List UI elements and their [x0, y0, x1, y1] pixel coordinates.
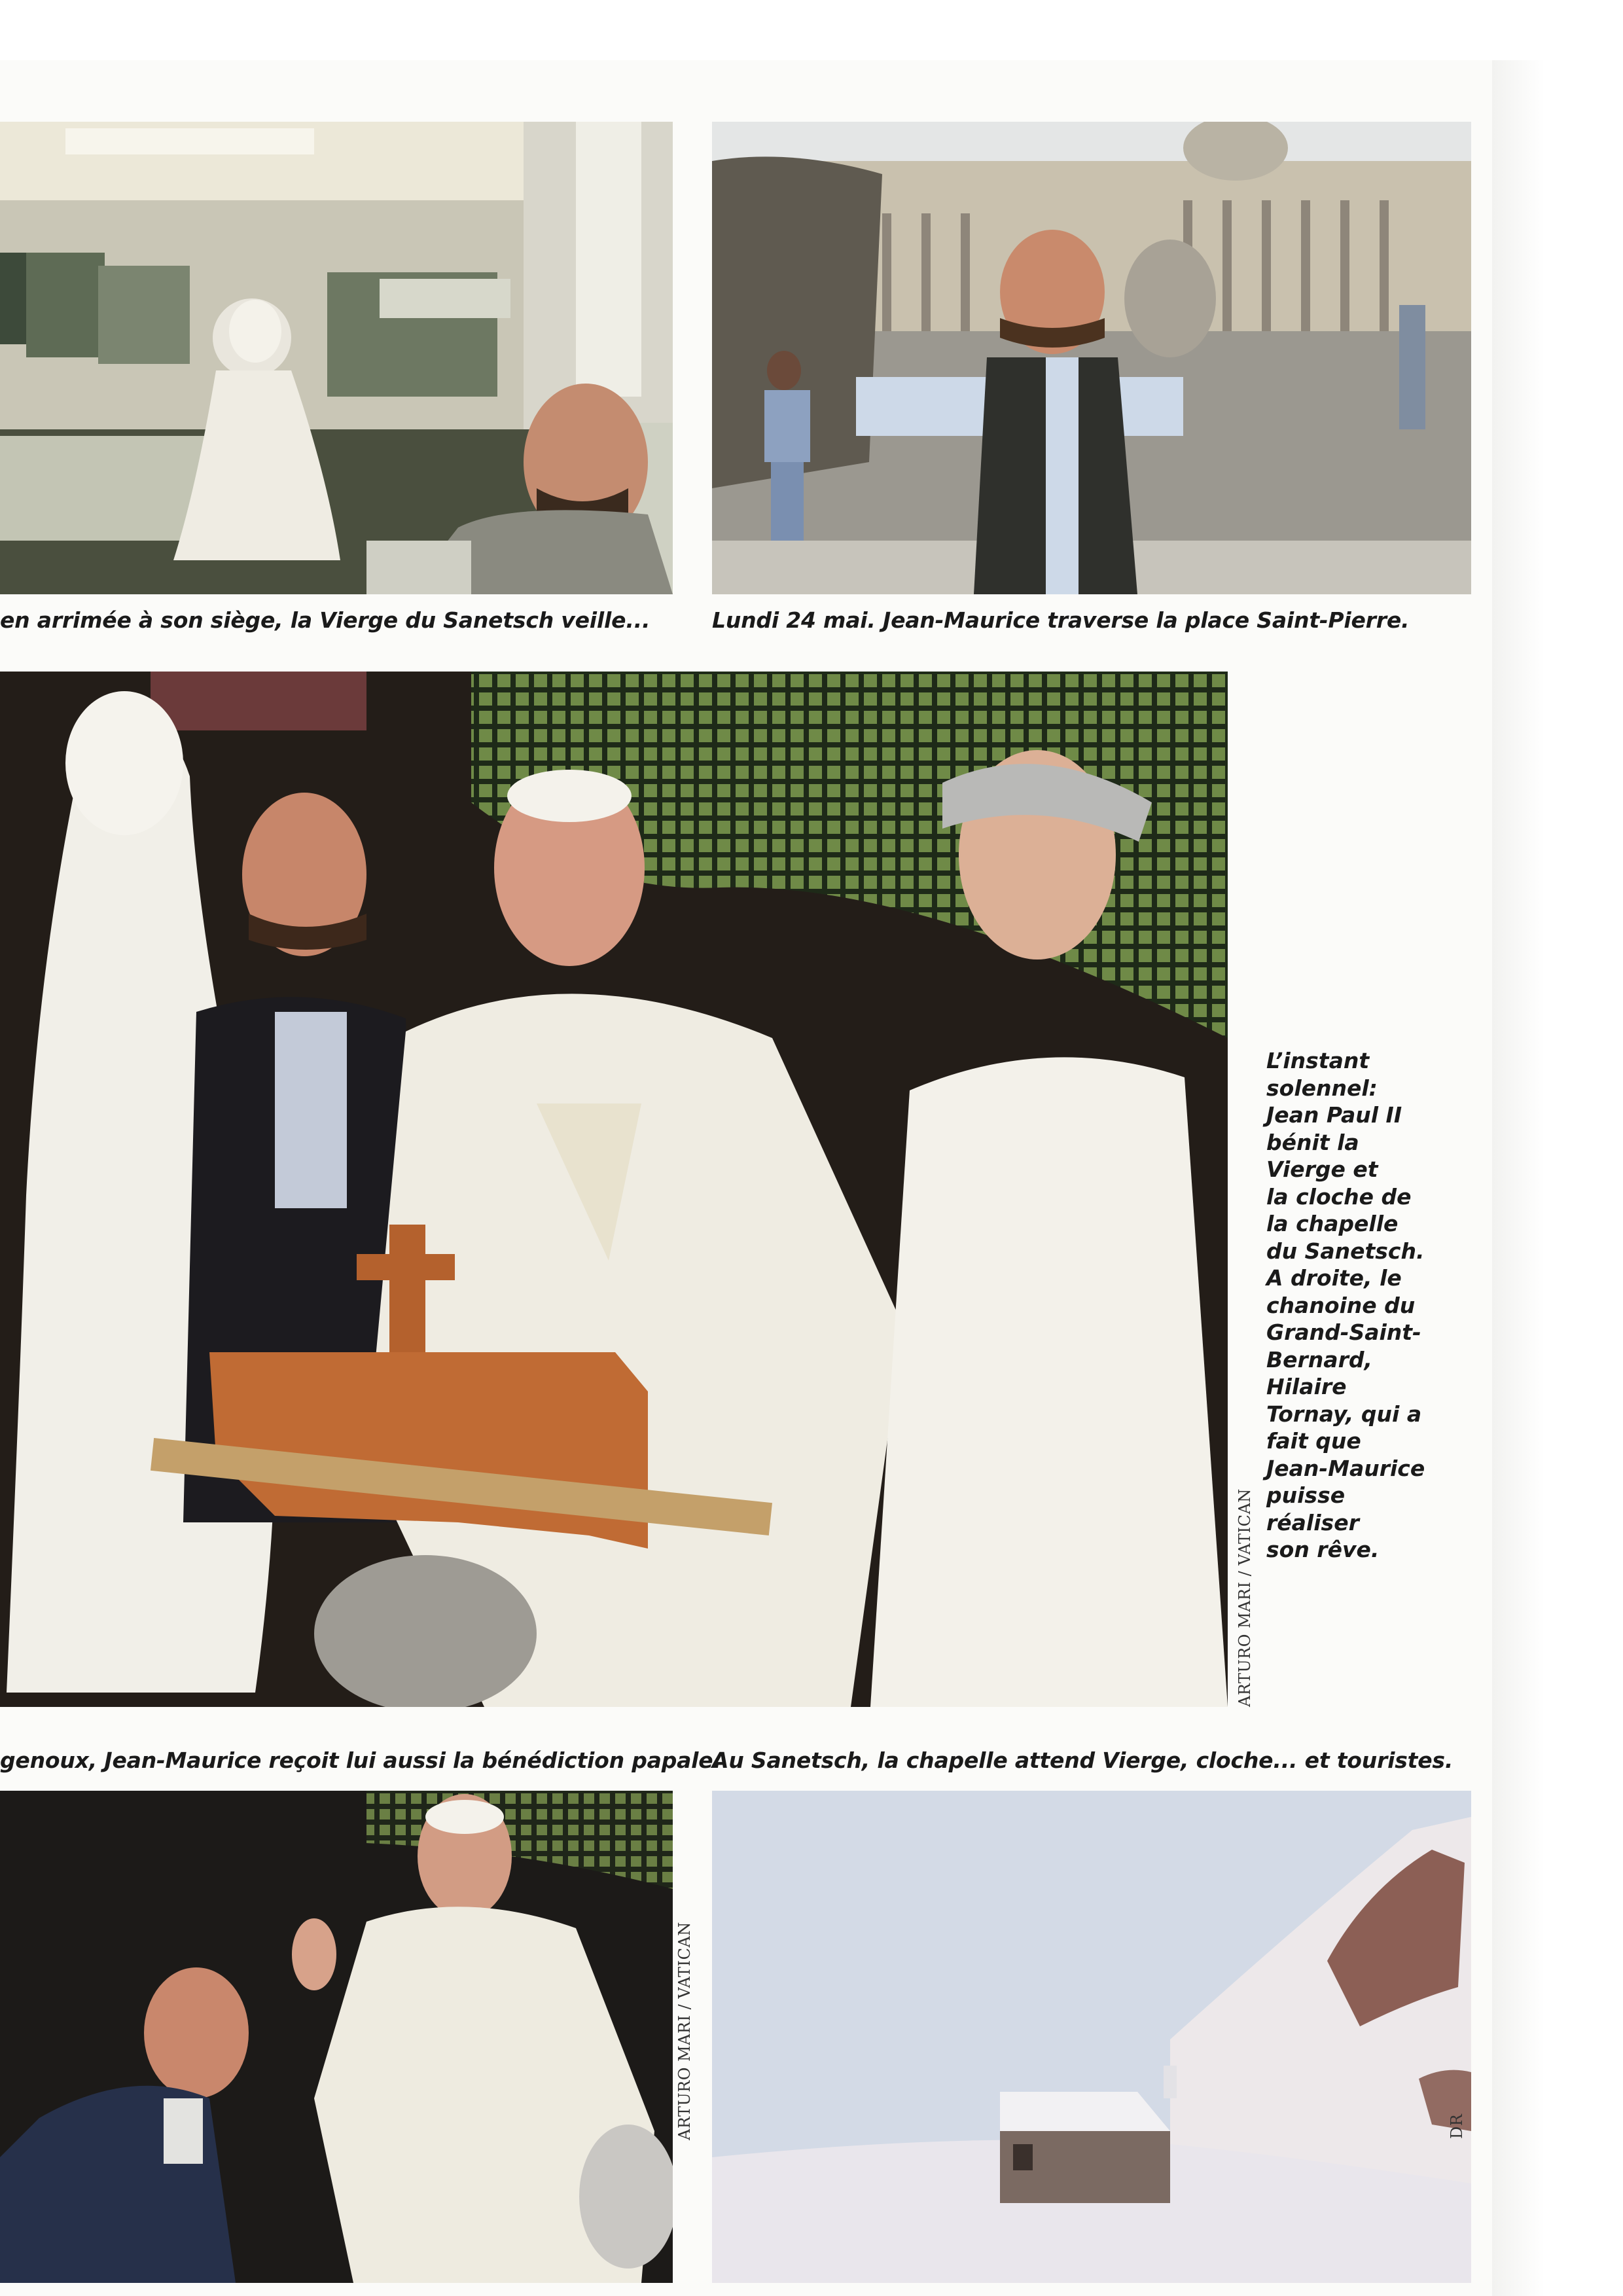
credit-kneeling-photo: ARTURO MARI / VATICAN [675, 1922, 694, 2140]
photo-saint-peter-square [712, 122, 1471, 594]
side-caption-line: Grand-Saint- [1266, 1319, 1421, 1345]
side-caption-line: Jean Paul II [1266, 1102, 1402, 1128]
side-caption-line: réaliser [1266, 1509, 1359, 1535]
photo-sanetsch-chapel [712, 1791, 1471, 2283]
side-caption-line: solennel: [1266, 1075, 1378, 1101]
side-caption-line: Vierge et [1266, 1157, 1378, 1182]
side-caption-line: Bernard, [1266, 1346, 1373, 1372]
caption-square: Lundi 24 mai. Jean-Maurice traverse la place Saint-Pierre. [712, 607, 1410, 633]
caption-kneeling: genoux, Jean-Maurice reçoit lui aussi la bénédiction papale. [0, 1748, 721, 1773]
caption-chapel: Au Sanetsch, la chapelle attend Vierge, cloche... et touristes. [712, 1748, 1454, 1773]
side-caption-line: puisse [1266, 1482, 1346, 1508]
side-caption-line: chanoine du [1266, 1292, 1416, 1318]
side-caption-line: L’instant [1266, 1048, 1370, 1073]
side-caption-line: Jean-Maurice [1266, 1455, 1425, 1481]
side-caption-line: bénit la [1266, 1129, 1359, 1155]
credit-chapel-photo: DR [1448, 2113, 1466, 2139]
side-caption-line: la cloche de [1266, 1183, 1412, 1210]
side-caption [1266, 1047, 1463, 1564]
side-caption-line: du Sanetsch. [1266, 1238, 1425, 1264]
side-caption-line: son rêve. [1266, 1537, 1380, 1562]
side-caption-line: A droite, le [1266, 1265, 1402, 1291]
page-edge-shadow [1492, 60, 1623, 2296]
photo-kneeling-blessing [0, 1791, 673, 2283]
caption-plane: en arrimée à son siège, la Vierge du Sanetsch veille... [0, 607, 651, 633]
photo-papal-blessing [0, 672, 1228, 1707]
side-caption-line: fait que [1266, 1428, 1361, 1454]
photo-airplane-cabin [0, 122, 673, 594]
side-caption-line: la chapelle [1266, 1211, 1399, 1236]
side-caption-line: Hilaire [1266, 1374, 1347, 1399]
credit-blessing-photo: ARTURO MARI / VATICAN [1236, 1488, 1254, 1707]
side-caption-line: Tornay, qui a [1266, 1401, 1422, 1427]
